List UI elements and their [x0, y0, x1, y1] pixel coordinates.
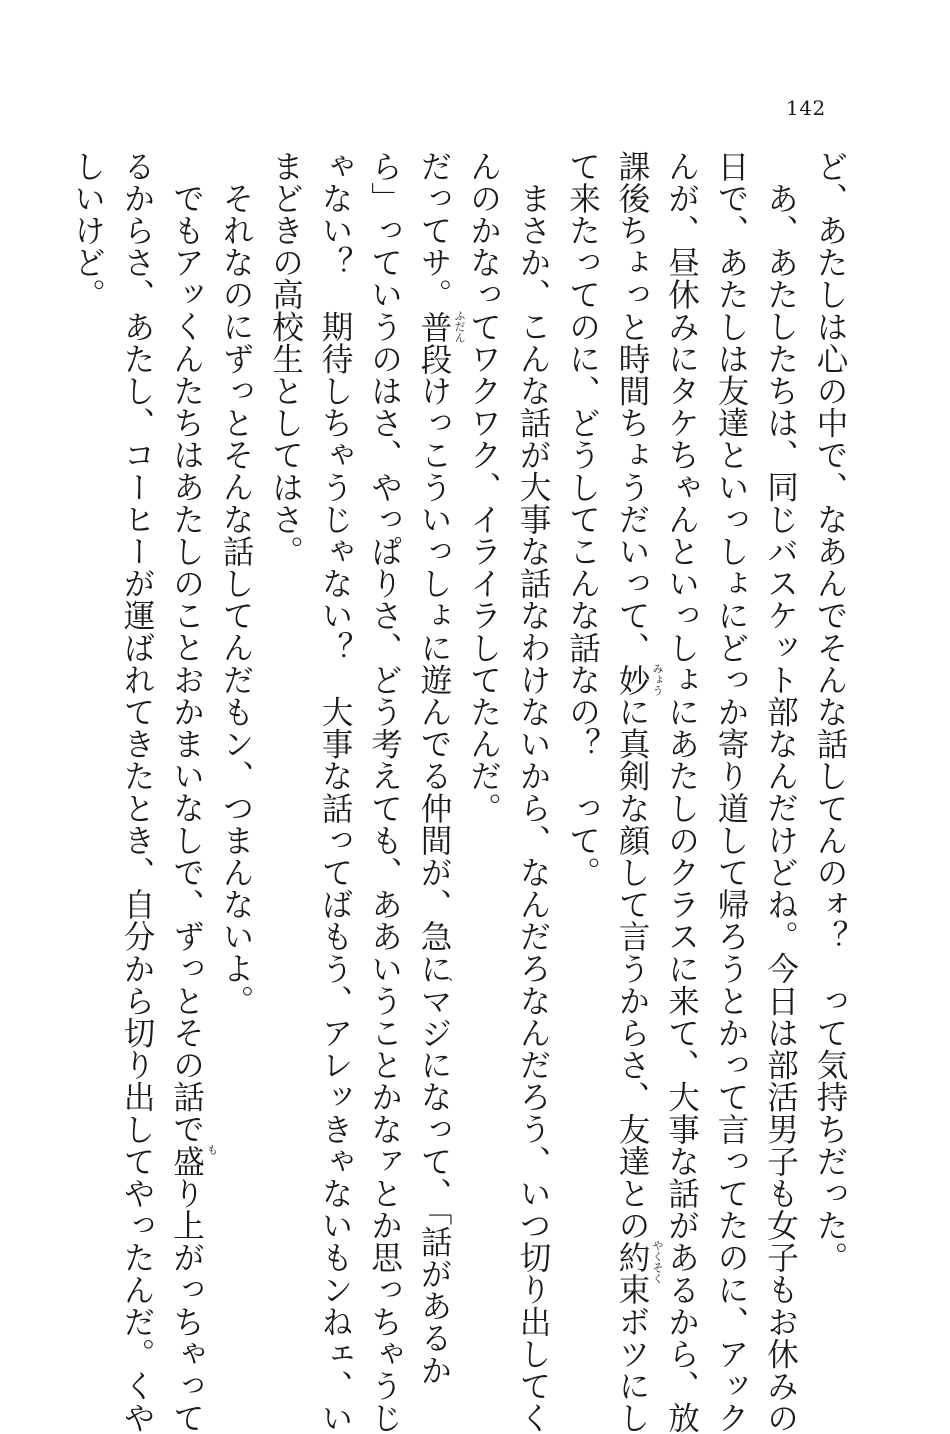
text-line	[409, 150, 466, 1387]
vertical-text-body	[62, 150, 854, 1434]
ruby-reading: ふだん	[453, 309, 466, 343]
ruby-word	[614, 662, 664, 696]
text-line: んが、昼休みにタケちゃんといっしょにあたしのクラスに来て、大事な話があるから、放	[663, 150, 700, 1434]
ruby-base-text: 普段	[416, 310, 452, 375]
text-line: ど、あたしは心の中で、なあんでそんな話してんのォ？ って気持ちだった。	[812, 150, 848, 1274]
text-line: まどきの高校生としてはさ。	[267, 150, 304, 568]
ruby-reading: も	[205, 1143, 219, 1155]
text-line	[161, 150, 219, 1434]
emphasized-word: マジ 、	[416, 985, 452, 1049]
ruby-word	[614, 1240, 664, 1306]
ruby-base-text: 盛	[168, 1144, 205, 1177]
ruby-base-text: 約束	[614, 1241, 650, 1306]
text-line: ゃない？ 期待しちゃうじゃない？ 大事な話ってばもう、アレッきゃないもンねェ、い	[317, 150, 353, 1434]
text-line: ら」っていうのはさ、やっぱりさ、どう考えても、ああいうことかなァとか思っちゃうじ	[366, 150, 403, 1434]
text-line: 日で、あたしは友達といっしょにどっか寄り道して帰ろうとかって言ってたのに、アック	[713, 150, 749, 1434]
text-line: あ、あたしたちは、同じバスケット部なんだけどね。今日は部活男子も女子もお休みの	[762, 181, 799, 1434]
text-line: それなのにずっとそんな話してんだもン、つまんないよ。	[218, 181, 254, 1017]
text-line: しいけど。	[69, 150, 106, 311]
text-segment: になって、「話があるか	[416, 1048, 452, 1387]
text-segment: でもアッくんたちはあたしのことおかまいなしで、ずっとその話で	[168, 181, 205, 1145]
ruby-reading: やくそく	[651, 1240, 664, 1285]
ruby-base-text: 妙	[614, 663, 650, 696]
text-segment: り上がっちゃって	[168, 1176, 205, 1434]
text-line: て来たってのに、どうしてこんな話なの？ って。	[564, 150, 601, 889]
text-line: まさか、こんな話が大事な話なわけないから、なんだろなんだろう、いつ切り出してく	[515, 181, 551, 1434]
ruby-reading: みょう	[651, 662, 664, 696]
text-segment: けっこういっしょに遊んでる仲間が、急に	[416, 374, 452, 985]
text-segment: に真剣な顔して言うからさ、友達との	[614, 695, 650, 1242]
text-line	[607, 150, 664, 1434]
text-line: んのかなってワクワク、イライラしてたんだ。	[465, 150, 502, 825]
text-segment: 課後ちょっと時間ちょうだいって、	[614, 150, 650, 664]
page-number: 142	[786, 96, 826, 120]
ruby-word	[416, 309, 466, 375]
text-line: るからさ、あたし、コーヒーが運ばれてきたとき、自分から切り出してやったんだ。くや	[119, 150, 155, 1434]
text-segment: ボツにし	[614, 1305, 650, 1434]
text-segment: だってサ。	[416, 150, 452, 311]
ruby-word	[168, 1143, 219, 1177]
